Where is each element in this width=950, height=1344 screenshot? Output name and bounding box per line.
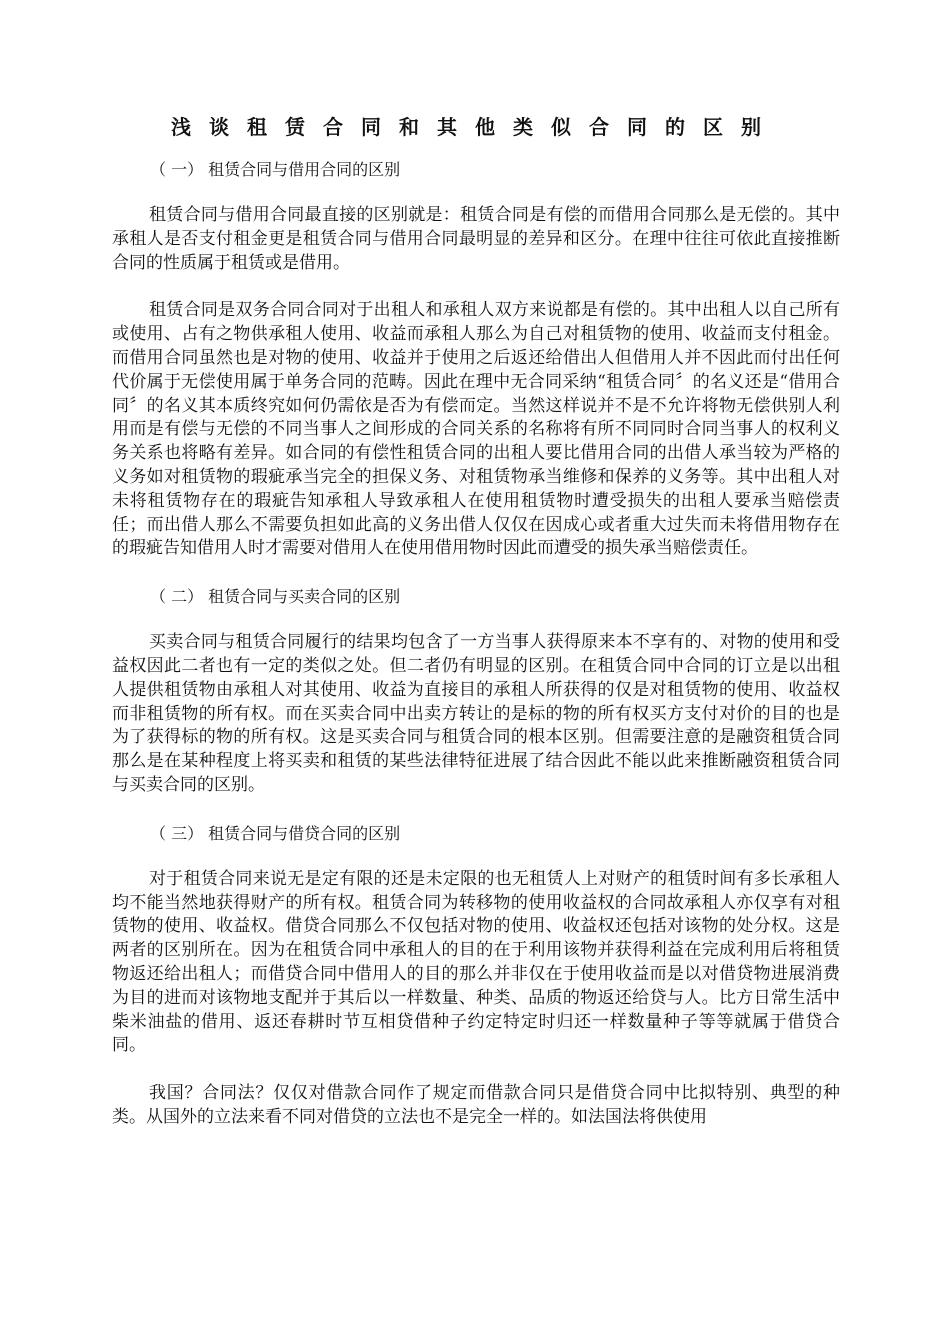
document-title: 浅谈租赁合同和其他类似合同的区别 [171, 115, 779, 139]
paragraph: 我国？合同法？仅仅对借款合同作了规定而借款合同只是借贷合同中比拟特别、典型的种类。从国外的立法来看不同对借贷的立法也不是完全一样的。如法国法将供使用 [112, 1083, 840, 1127]
section-heading: （ 一） 租赁合同与借用合同的区别 [150, 160, 401, 179]
section-heading: （ 三） 租赁合同与借贷合同的区别 [150, 823, 401, 843]
paragraph: 租赁合同与借用合同最直接的区别就是：租赁合同是有偿的而借用合同那么是无偿的。其中承租人是否支付租金更是租赁合同与借用合同最明显的差异和区分。在理中往往可依此直接推断合同的性质属于租赁或是借用。 [112, 205, 840, 273]
document-body [112, 158, 840, 1154]
paragraph: 买卖合同与租赁合同履行的结果均包含了一方当事人获得原来本不享有的、对物的使用和受益权因此二者也有一定的类似之处。但二者仍有明显的区别。在租赁合同中合同的订立是以出租人提供租赁物由承租人对其使用、收益为直接目的承租人所获得的仅是对租赁物的使用、收益权而非租赁物的所有权。而在买卖合同中出卖方转让的是标的物的所有权买方支付对价的目的也是为了获得标的物的所有权。这是买卖合同与租赁合同的根本区别。但需要注意的是融资租赁合同那么是在某种程度上将买卖和租赁的某些法律特征进展了结合因此不能以此来推断融资租赁合同与买卖合同的区别。 [112, 632, 840, 795]
paragraph: 对于租赁合同来说无是定有限的还是未定限的也无租赁人上对财产的租赁时间有多长承租人均不能当然地获得财产的所有权。租赁合同为转移物的使用收益权的合同故承租人亦仅享有对租赁物的使用、收益权。借贷合同那么不仅包括对物的使用、收益权还包括对该物的处分权。这是两者的区别所在。因为在租赁合同中承租人的目的在于利用该物并获得利益在完成利用后将租赁物返还给出租人；而借贷合同中借用人的目的那么并非仅在于使用收益而是以对借贷物进展消费为目的进而对该物地支配并于其后以一样数量、种类、品质的物返还给贷与人。比方日常生活中柴米油盐的借用、返还春耕时节互相贷借种子约定特定时归还一样数量种子等等就属于借贷合同。 [112, 868, 840, 1056]
section-3 [112, 822, 840, 1130]
paragraph: 租赁合同是双务合同合同对于出租人和承租人双方来说都是有偿的。其中出租人以自己所有或使用、占有之物供承租人使用、收益而承租人那么为自己对租赁物的使用、收益而支付租金。而借用合同虽然也是对物的使用、收益并于使用之后返还给借出人但借用人并不因此而付出任何代价属于无偿使用属于单务合同的范畴。因此在理中无合同采纳“租赁合同〞的名义还是“借用合同〞的名义其本质终究如何仍需依是否为有偿而定。当然这样说并不是不允许将物无偿供别人利用而是有偿与无偿的不同当事人之间形成的合同关系的名称将有所不同同时合同当事人的权利义务关系也将略有差异。如合同的有偿性租赁合同的出租人要比借用合同的出借人承当较为严格的义务如对租赁物的瑕疵承当完全的担保义务、对租赁物承当维修和保养的义务等。其中出租人对未将租赁物存在的瑕疵告知承租人导致承租人在使用租赁物时遭受损失的出租人要承当赔偿责任；而出借人那么不需要负担如此高的义务出借人仅仅在因成心或者重大过失而未将借用物存在的瑕疵告知借用人时才需要对借用人在使用借用物时因此而遭受的损失承当赔偿责任。 [112, 300, 840, 559]
section-2 [112, 585, 840, 798]
section-1 [112, 158, 840, 561]
section-heading: （ 二） 租赁合同与买卖合同的区别 [150, 587, 401, 607]
